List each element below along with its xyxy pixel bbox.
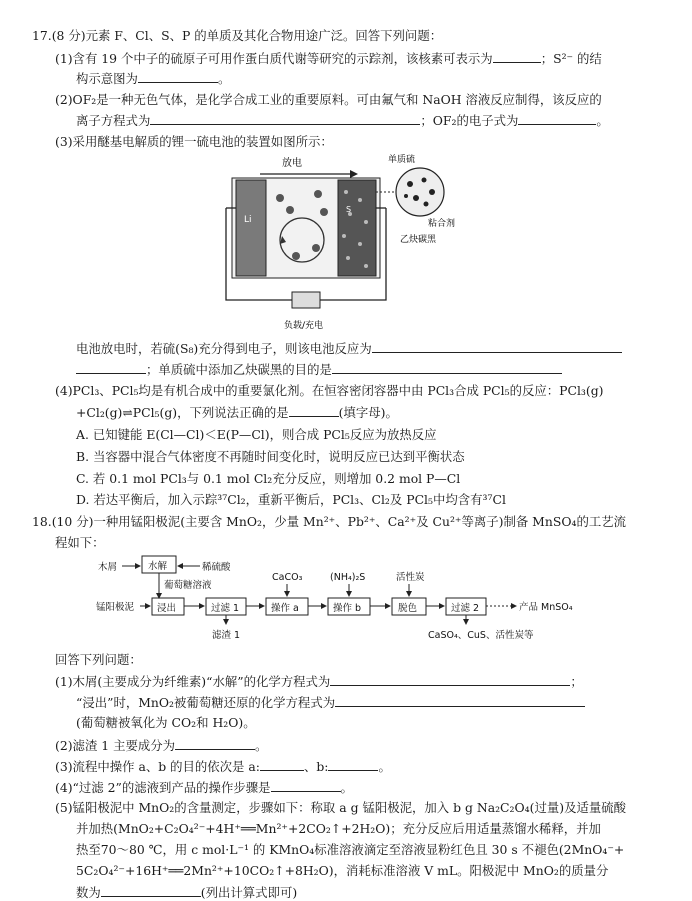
q18-title: 18.(10 分)一种用锰阳极泥(主要含 MnO₂，少量 Mn²⁺、Pb²⁺、Ca²⁺及 Cu²⁺等离子)制备 MnSO₄的工艺流 (32, 514, 627, 529)
q18-p3b: 、b: (303, 759, 329, 774)
q18-part2: (2)滤渣 1 主要成分为 。 (55, 738, 268, 753)
load-label: 负载/充电 (284, 321, 324, 331)
flow-acid: 稀硫酸 (202, 562, 231, 573)
q18-p1a: (1)木屑(主要成分为纤维素)“水解”的化学方程式为 (55, 674, 331, 689)
q17-option-b: B. 当容器中混合气体密度不再随时间变化时，说明反应已达到平衡状态 (76, 449, 465, 464)
q17-option-d: D. 若达平衡后，加入示踪³⁷Cl₂，重新平衡后，PCl₃、Cl₂及 PCl₅中均含有³⁷Cl (76, 492, 506, 507)
li-label: Li (244, 215, 252, 225)
q18-p2: (2)滤渣 1 主要成分为 (55, 738, 176, 753)
answer-blank[interactable] (332, 361, 562, 374)
q17-part1-cont: 构示意图为 。 (76, 71, 231, 86)
flow-carbon: 活性炭 (396, 572, 425, 583)
q18-part4: (4)“过滤 2”的滤液到产品的操作步骤是 。 (55, 780, 353, 795)
flow-wood: 木屑 (98, 562, 118, 573)
q17-p3: (3)采用醚基电解质的锂一硫电池的装置如图所示： (55, 134, 333, 149)
answer-blank[interactable] (271, 779, 341, 792)
q17-title: 17.(8 分)元素 F、Cl、S、P 的单质及其化合物用途广泛。回答下列问题： (32, 28, 443, 43)
q17-option-a: A. 已知键能 E(Cl—Cl)＜E(P—Cl)，则合成 PCl₅反应为放热反应 (76, 427, 437, 442)
flow-filter2: 过滤 2 (451, 603, 480, 614)
flow-residue2: CaSO₄、CuS、活性炭等 (428, 630, 534, 641)
answer-blank[interactable] (101, 884, 201, 897)
flow-hydrolysis: 水解 (148, 561, 168, 572)
q18-p5d: 5C₂O₄²⁻+16H⁺══2Mn²⁺+10CO₂↑+8H₂O)，消耗标准溶液 V mL。阳极泥中 MnO₂的质量分 (76, 863, 609, 878)
q18-p5f: (列出计算式即可) (200, 885, 298, 900)
flow-op-a: 操作 a (271, 603, 299, 614)
q17-p4a: (4)PCl₃、PCl₅均是有机合成中的重要氯化剂。在恒容密闭容器中由 PCl₃合成 PCl₅的反应：PCl₃(g) (55, 383, 604, 398)
q18-p4: (4)“过滤 2”的滤液到产品的操作步骤是 (55, 780, 271, 795)
q18-title-cont: 程如下： (55, 535, 105, 550)
q17-p4c: (填字母)。 (338, 405, 398, 420)
q17-p4b: +Cl₂(g)⇌PCl₅(g)，下列说法正确的是 (76, 405, 289, 420)
s-label: S (346, 205, 352, 214)
answer-blank[interactable] (518, 112, 596, 125)
q17-option-c: C. 若 0.1 mol PCl₃与 0.1 mol Cl₂充分反应，则增加 0.2 mol P—Cl (76, 471, 461, 486)
process-flow-figure (96, 552, 596, 644)
q17-part2-cont: 离子方程式为 ；OF₂的电子式为 。 (76, 113, 609, 128)
flow-caco3: CaCO₃ (272, 572, 303, 583)
binder-label: 粘合剂 (428, 219, 456, 229)
q18-part1a: (1)木屑(主要成分为纤维素)“水解”的化学方程式为 ； (55, 674, 583, 689)
answer-blank[interactable] (372, 340, 622, 353)
q17-part3b (76, 361, 562, 378)
q18-part1b (76, 694, 585, 711)
flow-nh4s: (NH₄)₂S (330, 572, 366, 583)
answer-blank[interactable] (335, 694, 585, 707)
q17-p2c: ；OF₂的电子式为 (420, 113, 519, 128)
q17-p3b: ；单质硫中添加乙炔碳黑的目的是 (146, 362, 332, 377)
carbon-label: 乙炔碳黑 (400, 235, 437, 245)
flow-decolor: 脱色 (398, 603, 418, 614)
answer-blank[interactable] (175, 737, 255, 750)
flow-leach: 浸出 (157, 603, 177, 614)
q18-p5a: (5)锰阳极泥中 MnO₂的含量测定，步骤如下：称取 a g 锰阳极泥，加入 b g Na₂C₂O₄(过量)及适量硫酸 (55, 800, 627, 815)
answer-blank[interactable] (328, 758, 378, 771)
q17-part3a (76, 340, 622, 357)
q17-p3a: 电池放电时，若硫(S₈)充分得到电子，则该电池反应为 (76, 341, 372, 356)
flow-filter1: 过滤 1 (211, 603, 240, 614)
q17-part1 (55, 50, 602, 67)
answer-blank[interactable] (289, 404, 339, 417)
q18-part5e (76, 884, 297, 901)
q18-ask: 回答下列问题： (55, 652, 142, 667)
q18-p5c: 热至70～80 ℃，用 c mol·L⁻¹ 的 KMnO₄标准溶液滴定至溶液显粉红色且 30 s 不褪色(2MnO₄⁻+ (76, 842, 625, 857)
answer-blank[interactable] (76, 361, 146, 374)
answer-blank[interactable] (493, 50, 541, 63)
q18-p5e: 数为 (76, 885, 101, 900)
answer-blank[interactable] (260, 758, 304, 771)
flow-op-b: 操作 b (333, 603, 362, 614)
answer-blank[interactable] (138, 70, 218, 83)
flow-mud: 锰阳极泥 (96, 602, 135, 613)
q17-p2a: (2)OF₂是一种无色气体，是化学合成工业的重要原料。可由氟气和 NaOH 溶液反应制得，该反应的 (55, 92, 602, 107)
flow-product: 产品 MnSO₄ (519, 602, 573, 613)
li-s-battery-figure (220, 152, 470, 337)
q18-p1c: (葡萄糖被氧化为 CO₂和 H₂O)。 (76, 715, 256, 730)
q17-p2b: 离子方程式为 (76, 113, 151, 128)
q17-part4b (76, 404, 398, 421)
q18-p5b: 并加热(MnO₂+C₂O₄²⁻+4H⁺══Mn²⁺+2CO₂↑+2H₂O)；充分反应后用适量蒸馏水稀释，并加 (76, 821, 601, 836)
answer-blank[interactable] (150, 112, 420, 125)
q18-part3: (3)流程中操作 a、b 的目的依次是 a: 、b: 。 (55, 759, 391, 774)
answer-blank[interactable] (330, 673, 570, 686)
q17-p1c: 构示意图为 (76, 71, 138, 86)
discharge-label: 放电 (282, 158, 302, 169)
sulfur-label: 单质硫 (388, 155, 416, 165)
q17-p1a: (1)含有 19 个中子的硫原子可用作蛋白质代谢等研究的示踪剂，该核素可表示为 (55, 51, 493, 66)
flow-glucose: 葡萄糖溶液 (164, 580, 212, 591)
q18-p3: (3)流程中操作 a、b 的目的依次是 a: (55, 759, 260, 774)
q17-p1b: ；S²⁻ 的结 (540, 51, 602, 66)
q18-p1b: “浸出”时，MnO₂被葡萄糖还原的化学方程式为 (76, 695, 336, 710)
flow-residue1: 滤渣 1 (212, 630, 241, 641)
